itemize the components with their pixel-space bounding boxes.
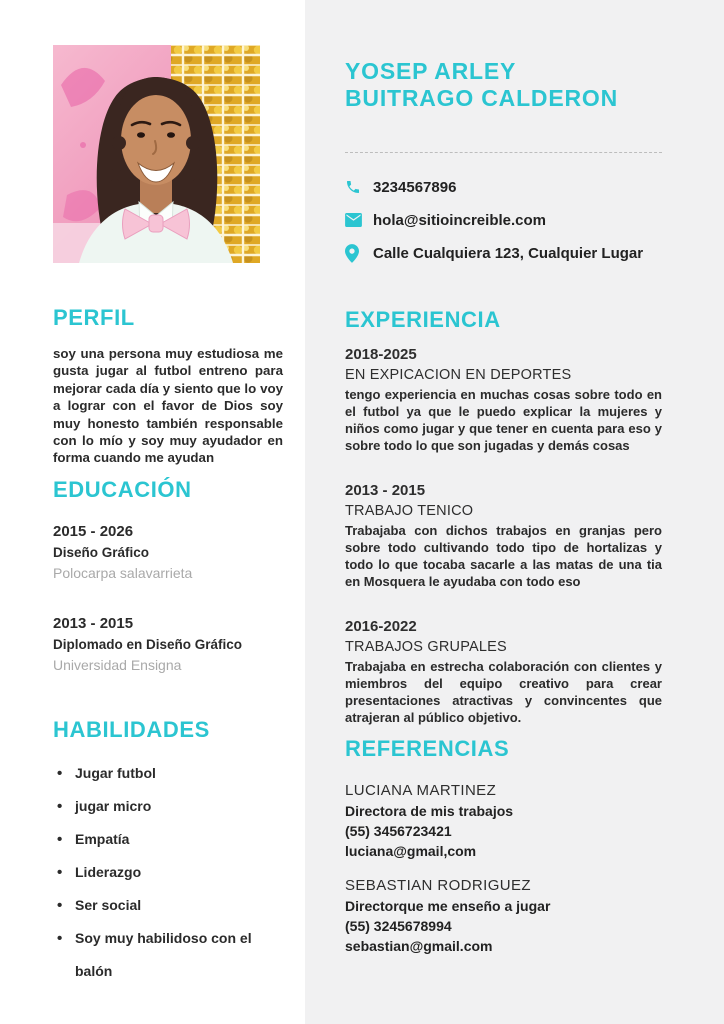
education-school: Polocarpa salavarrieta (53, 564, 193, 581)
person-name-line1: YOSEP ARLEY (345, 58, 517, 84)
experience-period: 2016-2022 (345, 618, 417, 635)
skill-item: • jugar micro (53, 790, 268, 823)
experience-description: Trabajaba con dichos trabajos en granjas pero sobre todo cultivando todo tipo de hortalizas y todo lo que tocaba sacarle a las matas de una tia en Mosquera le ayudaba con todo eso (345, 523, 662, 589)
education-degree: Diplomado en Diseño Gráfico (53, 636, 243, 652)
education-dates: 2015 - 2026 (53, 522, 134, 540)
reference-entry (345, 875, 662, 956)
profile-text: soy una persona muy estudiosa me gusta jugar al futbol entreno para mejorar cada día y siento que lo voy a lograr con el favor de Dios soy muy honesto también responsable con lo mío y soy muy ayudador en forma cuando me ayudan (53, 346, 283, 466)
skill-item: • Liderazgo (53, 856, 268, 889)
experience-entry (345, 345, 662, 454)
experience-entry (345, 481, 662, 590)
references-section-title: REFERENCIAS (345, 736, 510, 761)
left-column (0, 0, 305, 1024)
reference-role: Directora de mis trabajos (345, 803, 514, 819)
experience-role: EN EXPICACION EN DEPORTES (345, 367, 572, 383)
skill-item: • Empatía (53, 823, 268, 856)
reference-phone: (55) 3245678994 (345, 918, 452, 934)
contact-address-value: Calle Cualquiera 123, Cualquier Lugar (373, 244, 644, 262)
reference-email[interactable]: sebastian@gmail.com (345, 938, 493, 954)
envelope-icon (345, 210, 362, 230)
reference-phone: (55) 3456723421 (345, 823, 452, 839)
education-entry (53, 521, 283, 583)
experience-period: 2018-2025 (345, 346, 417, 363)
contact-email-value[interactable]: hola@sitioincreible.com (373, 211, 546, 229)
reference-email[interactable]: luciana@gmail,com (345, 843, 477, 859)
experience-description: Trabajaba en estrecha colaboración con clientes y miembros del equipo creativo para crear presentaciones atractivas y convincentes que atrajeran al público objetivo. (345, 659, 662, 725)
skill-item: • Soy muy habilidoso con el balón (53, 922, 268, 988)
experience-section-title: EXPERIENCIA (345, 307, 501, 332)
person-name-line2: BUITRAGO CALDERON (345, 85, 618, 111)
profile-photo (53, 45, 260, 263)
skill-item: • Jugar futbol (53, 757, 268, 790)
contact-address-row (345, 243, 662, 263)
contact-phone-value: 3234567896 (373, 178, 457, 196)
contact-block (345, 177, 662, 263)
experience-entry (345, 617, 662, 726)
skills-section-title: HABILIDADES (53, 716, 210, 742)
experience-role: TRABAJOS GRUPALES (345, 639, 507, 655)
reference-name: LUCIANA MARTINEZ (345, 782, 497, 799)
experience-role: TRABAJO TENICO (345, 503, 474, 519)
skill-item: • Ser social (53, 889, 268, 922)
education-degree: Diseño Gráfico (53, 544, 150, 560)
experience-description: tengo experiencia en muchas cosas sobre todo en el futbol ya que le puedo explicar la mujeres y niños como jugar y que tener en cuenta para eso y sobre todo lo que son jugadas y demás cosas (345, 387, 662, 453)
profile-photo-illustration (53, 45, 260, 263)
right-column (305, 0, 724, 1024)
map-pin-icon (345, 243, 362, 263)
person-name (345, 58, 662, 112)
education-section-title: EDUCACIÓN (53, 476, 192, 502)
contact-email-row (345, 210, 662, 230)
skills-list (53, 757, 283, 988)
experience-period: 2013 - 2015 (345, 482, 426, 499)
profile-section-title: PERFIL (53, 305, 135, 330)
education-dates: 2013 - 2015 (53, 614, 134, 632)
education-school: Universidad Ensigna (53, 656, 182, 673)
reference-role: Directorque me enseño a jugar (345, 898, 551, 914)
reference-entry (345, 780, 662, 861)
dashed-divider (345, 152, 662, 153)
reference-name: SEBASTIAN RODRIGUEZ (345, 877, 531, 894)
contact-phone-row (345, 177, 662, 197)
phone-icon (345, 177, 362, 197)
education-entry (53, 613, 283, 675)
